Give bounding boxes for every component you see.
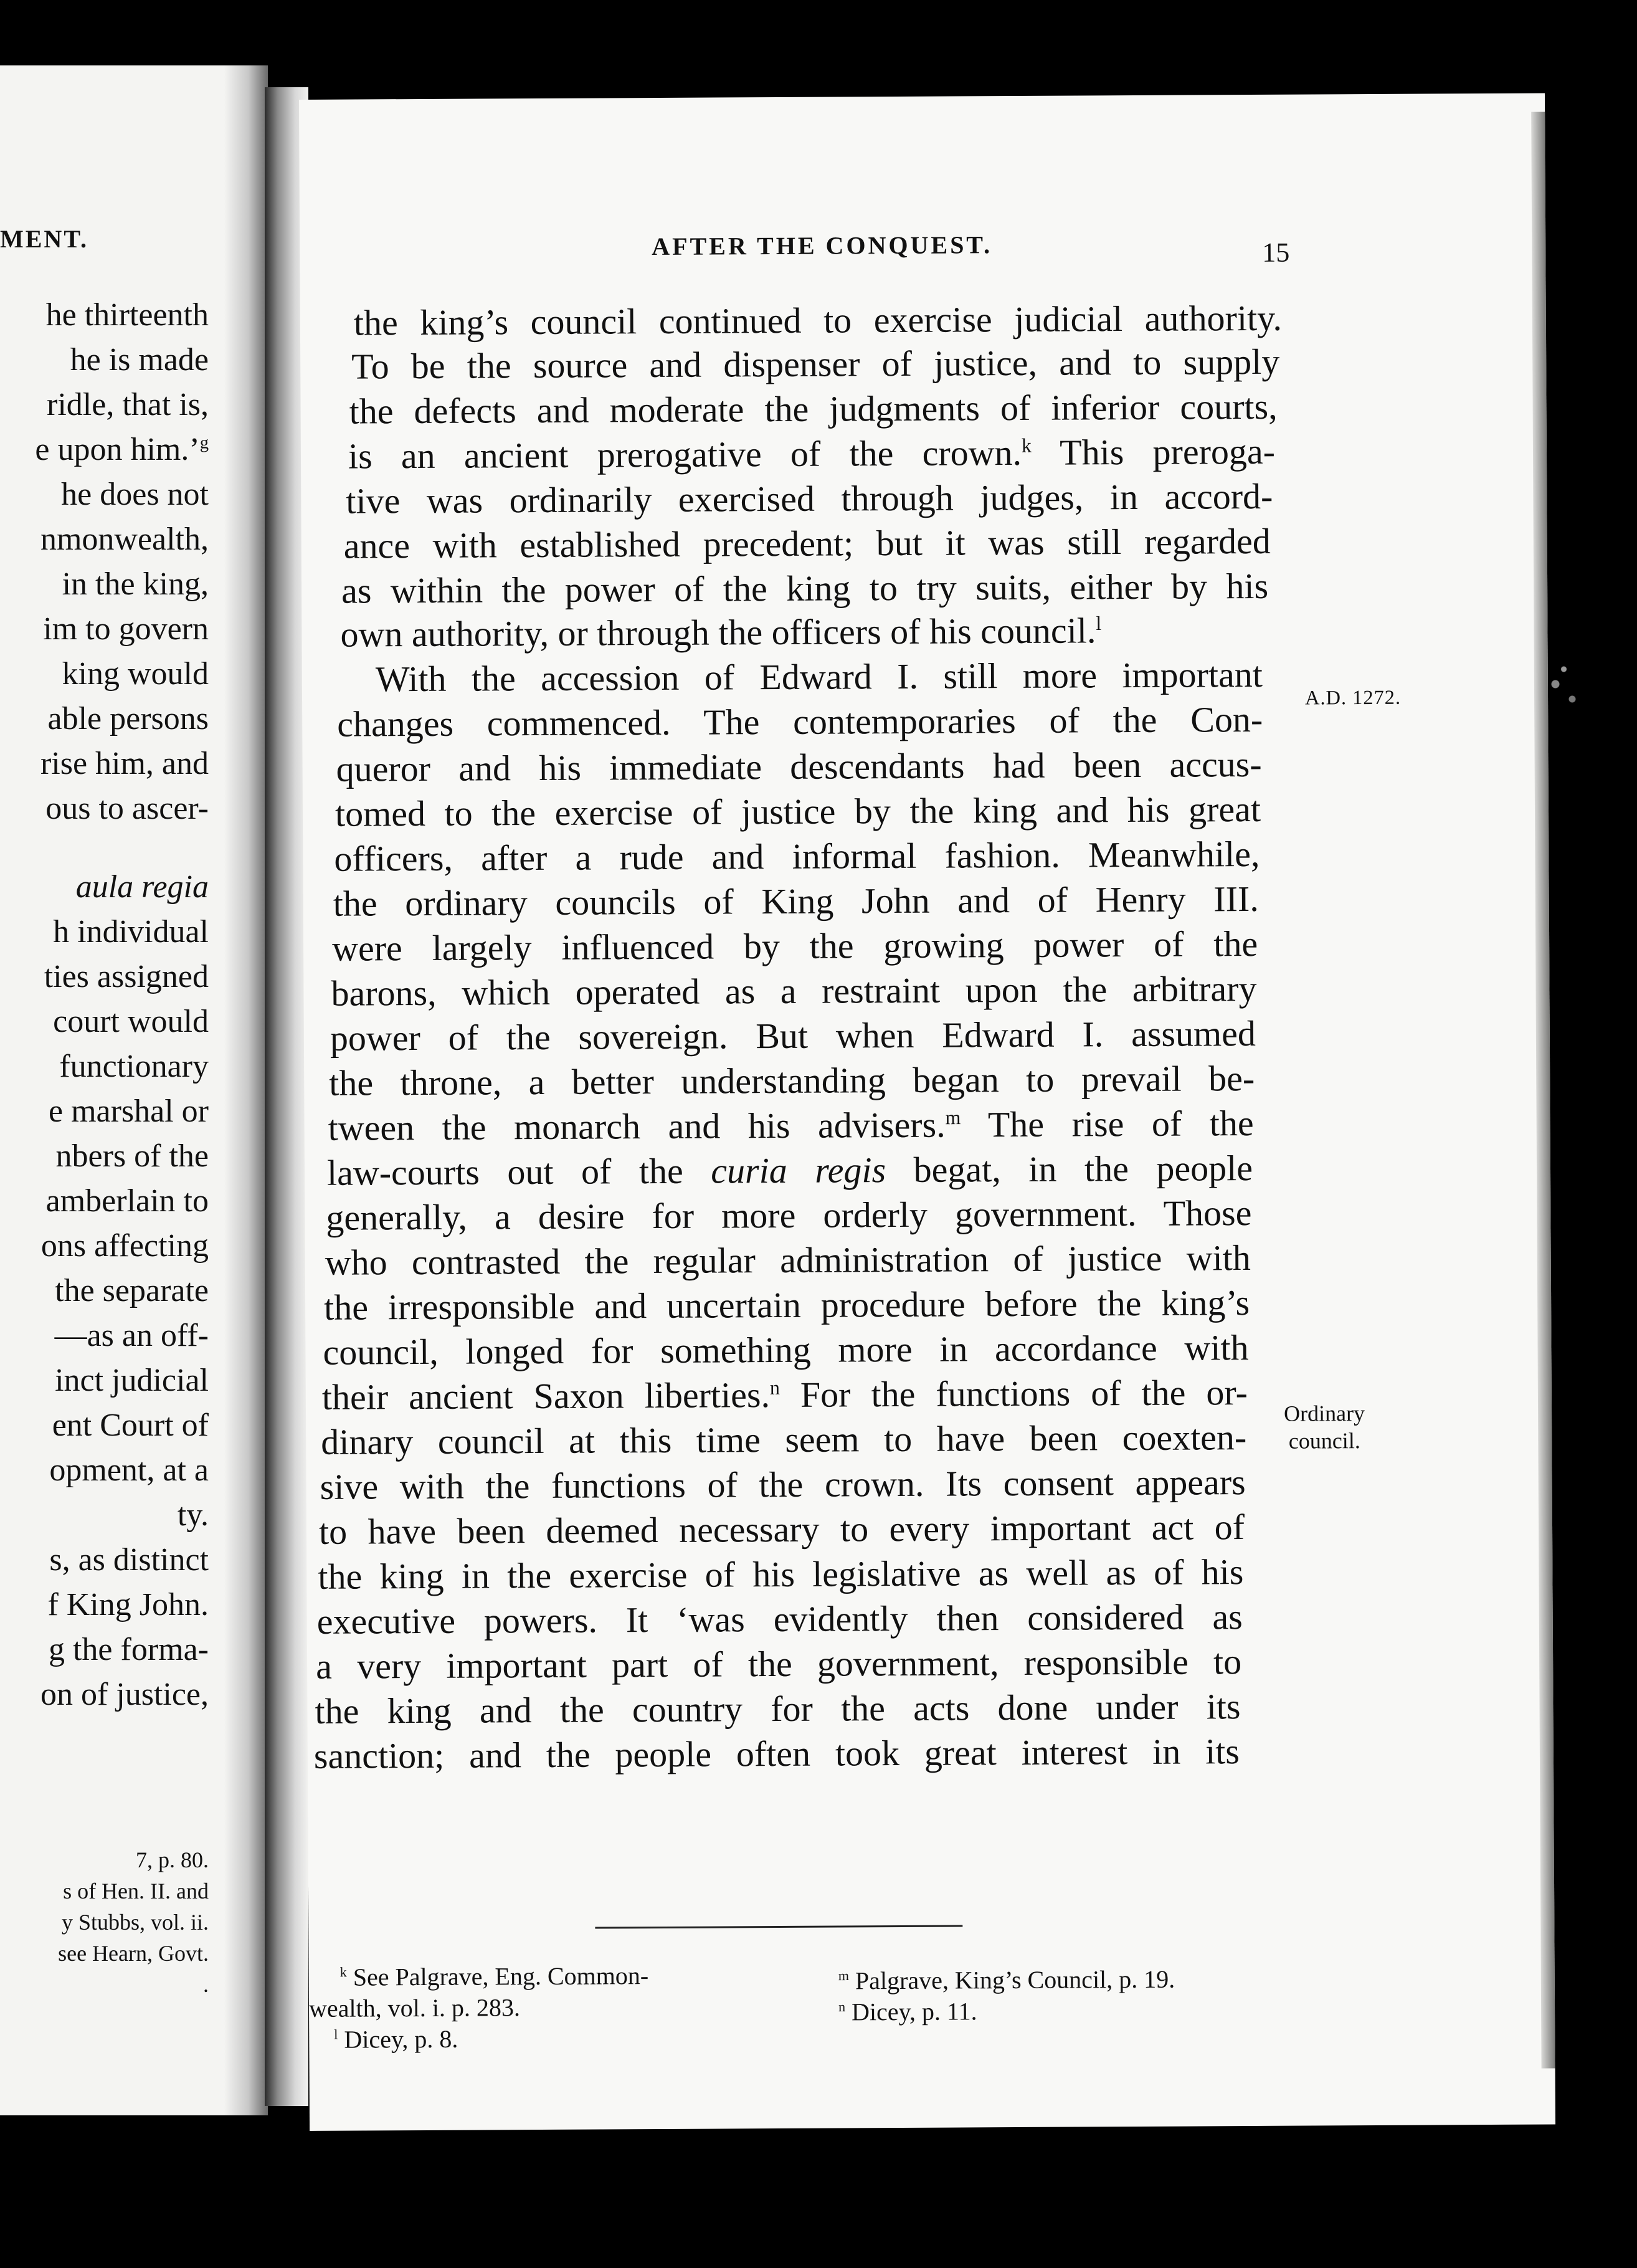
right-page [299,93,1555,2131]
body-line: were largely influenced by the growing power of the [331,923,1258,969]
body-line: the throne, a better understanding began to prevail be- [329,1057,1255,1103]
left-line: on of justice, [40,1677,209,1712]
left-footnote-line: s of Hen. II. and [63,1879,209,1904]
left-line: nbers of the [55,1138,209,1174]
footnote-rule [595,1925,962,1928]
left-line: f King John. [47,1587,209,1622]
footnote-k-cont: wealth, vol. i. p. 283. [308,1993,521,2023]
left-line: court would [53,1004,209,1039]
left-line: h individual [53,914,209,950]
body-line: is an ancient prerogative of the crown.$^k$ This preroga- [348,431,1276,477]
left-line: functionary [59,1049,209,1084]
body-line: changes commenced. The contemporaries of the Con- [337,698,1263,745]
scan-specks [1539,654,1595,729]
body-line: officers, after a rude and informal fashion. Meanwhile, [334,833,1260,879]
body-line: tomed to the exercise of justice by the king and his great [335,788,1261,834]
left-line: s, as distinct [49,1542,209,1578]
left-line: nmonwealth, [40,522,209,557]
body-line: barons, which operated as a restraint upon the arbitrary [331,968,1257,1014]
body-line: tween the monarch and his advisers.$^m$ The rise of the [328,1102,1254,1148]
margin-note-date: A.D. 1272. [1304,686,1402,710]
left-line: ous to ascer- [45,791,209,826]
left-footnote-line: see Hearn, Govt. [58,1941,209,1966]
body-line: the defects and moderate the judgments of inferior courts, [349,386,1278,432]
footnote-k: $^k$ See Palgrave, Eng. Common- [339,1961,649,1991]
left-line: amberlain to [45,1183,209,1219]
left-line: in the king, [62,566,209,602]
body-line: the ordinary councils of King John and of Henry III. [333,878,1259,924]
body-line: as within the power of the king to try suits, either by his [341,565,1269,611]
body-line: the irresponsible and uncertain procedure before the king’s [323,1282,1250,1328]
body-line: the king’s council continued to exercise judicial authority. [353,297,1283,343]
left-gutter-shadow [224,65,268,2115]
footnote-n: $^n$ Dicey, p. 11. [838,1997,977,2026]
left-running-head: MENT. [0,225,89,253]
body-line: the king and the country for the acts done under its [315,1686,1241,1732]
body-line: With the accession of Edward I. still more important [375,654,1263,700]
footnote-m: $^m$ Palgrave, King’s Council, p. 19. [838,1965,1175,1995]
left-line: ties assigned [44,959,209,994]
left-line: ty. [177,1497,209,1533]
page-number: 15 [1262,237,1290,268]
body-line: tive was ordinarily exercised through judges, in accord- [346,475,1273,522]
left-line: e marshal or [48,1094,209,1129]
body-line: council, longed for something more in accordance with [323,1327,1249,1373]
left-line: the separate [55,1273,209,1308]
left-line: he is made [70,342,209,378]
body-line: their ancient Saxon liberties.$^n$ For the functions of the or- [321,1372,1248,1418]
body-line: own authority, or through the officers of his council.$^l$ [340,610,1102,655]
left-line: able persons [47,701,209,736]
body-line: dinary council at this time seem to have been coexten- [321,1417,1247,1462]
footnote-l: $^l$ Dicey, p. 8. [334,2024,458,2054]
left-line: ent Court of [52,1408,209,1443]
margin-note-ordinary-council: Ordinary council. [1283,1401,1365,1454]
left-footnote-line: 7, p. 80. [136,1847,209,1872]
left-footnote-line: y Stubbs, vol. ii. [61,1910,209,1935]
body-line: who contrasted the regular administration of justice with [325,1237,1251,1283]
body-line: To be the source and dispenser of justice, and to supply [351,341,1280,387]
body-line: ance with established precedent; but it was still regarded [343,520,1271,566]
body-line: generally, a desire for more orderly government. Those [326,1193,1252,1238]
body-line: executive powers. It ‘was evidently then considered as [316,1596,1243,1642]
paragraph-gap [0,831,209,865]
left-line: he does not [61,477,209,512]
body-line: sanction; and the people often took great interest in its [313,1731,1240,1776]
running-head: AFTER THE CONQUEST. [652,231,993,261]
left-line: e upon him.’$^g$ [35,432,209,467]
left-line: ridle, that is, [47,387,209,422]
body-line: a very important part of the government, responsible to [315,1641,1242,1687]
left-line: inct judicial [55,1363,209,1398]
body-line: queror and his immediate descendants had been accus- [336,743,1262,789]
left-line: aula regia [75,869,209,905]
left-line: g the forma- [48,1632,209,1667]
left-line: ons affecting [40,1228,209,1264]
left-page [0,65,268,2115]
left-line: king would [62,656,209,692]
left-line: rise him, and [40,746,209,781]
left-line: im to govern [43,611,209,647]
left-footnote-line: . [203,1972,209,1997]
left-page-text [0,293,209,1717]
body-line: law-courts out of the curia regis begat, in the people [326,1148,1253,1193]
body-line: to have been deemed necessary to every important act of [318,1507,1245,1552]
left-line: —as an off- [54,1318,209,1353]
body-line: sive with the functions of the crown. Its consent appears [320,1462,1246,1507]
body-line: the king in the exercise of his legislative as well as of his [318,1551,1244,1597]
left-line: he thirteenth [45,297,209,333]
page-edge-shadow [1531,112,1555,2069]
left-line: opment, at a [49,1452,209,1488]
left-footnotes [0,1844,209,2000]
body-line: power of the sovereign. But when Edward I. assumed [330,1012,1256,1059]
